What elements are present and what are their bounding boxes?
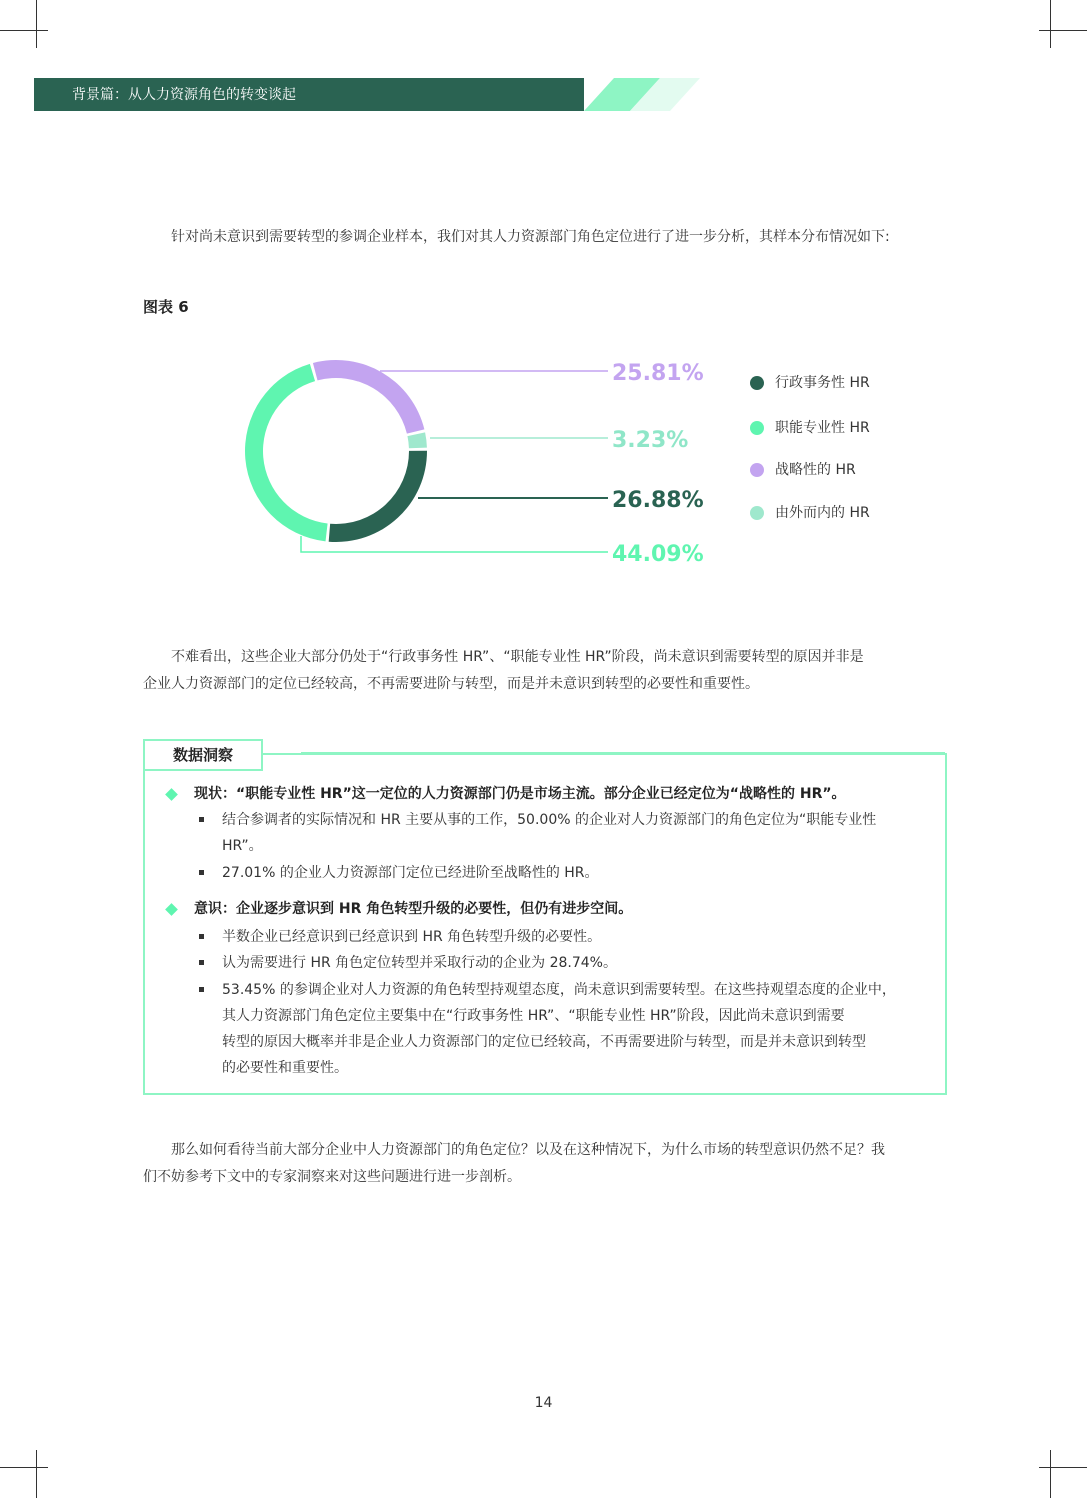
value-label-outside-in-hr: 3.23% <box>612 428 689 453</box>
value-label-strategic-hr: 25.81% <box>612 361 704 386</box>
paragraph-line: 们不妨参考下文中的专家洞察来对这些问题进行进一步剖析。 <box>143 1169 521 1185</box>
legend-label: 行政事务性 HR <box>775 375 870 391</box>
square-bullet-icon <box>199 934 204 939</box>
figure-label: 图表 6 <box>143 298 189 316</box>
legend-label: 由外而内的 HR <box>775 505 870 521</box>
insight-bullet: 半数企业已经意识到已经意识到 HR 角色转型升级的必要性。 <box>222 929 602 945</box>
insight-bullet-continuation: 的必要性和重要性。 <box>222 1060 348 1076</box>
intro-paragraph: 针对尚未意识到需要转型的参调企业样本，我们对其人力资源部门角色定位进行了进一步分析，其样本分布情况如下: <box>171 229 890 245</box>
square-bullet-icon <box>199 960 204 965</box>
paragraph-line: 企业人力资源部门的定位已经较高，不再需要进阶与转型，而是并未意识到转型的必要性和重要性。 <box>143 676 759 692</box>
insight-bullet: 27.01% 的企业人力资源部门定位已经进阶至战略性的 HR。 <box>222 865 599 881</box>
insight-heading-status: 现状：“职能专业性 HR”这一定位的人力资源部门仍是市场主流。部分企业已经定位为“战略性的 HR”。 <box>194 786 846 802</box>
insight-bullet: 结合参调者的实际情况和 HR 主要从事的工作，50.00% 的企业对人力资源部门的角色定位为“职能专业性 <box>222 812 877 828</box>
donut-slice-functional-hr <box>245 364 328 542</box>
crop-mark <box>36 1450 37 1498</box>
insight-bullet-continuation: 转型的原因大概率并非是企业人力资源部门的定位已经较高，不再需要进阶与转型，而是并未意识到转型 <box>222 1034 866 1050</box>
page-number: 14 <box>534 1395 553 1411</box>
crop-mark <box>1039 1467 1087 1468</box>
legend-swatch <box>750 506 764 520</box>
donut-slice-outside-in-hr <box>407 432 426 448</box>
legend-swatch <box>750 421 764 435</box>
donut-slice-admin-hr <box>329 451 427 542</box>
crop-mark <box>0 1467 48 1468</box>
square-bullet-icon <box>199 987 204 992</box>
legend-swatch <box>750 463 764 477</box>
closing-paragraph <box>143 1137 946 1191</box>
data-insight-tab: 数据洞察 <box>143 739 263 771</box>
legend-swatch <box>750 376 764 390</box>
value-label-admin-hr: 26.88% <box>612 488 704 513</box>
insight-heading-awareness: 意识：企业逐步意识到 HR 角色转型升级的必要性，但仍有进步空间。 <box>194 901 633 917</box>
section-header-title: 背景篇：从人力资源角色的转变谈起 <box>72 87 296 103</box>
analysis-paragraph <box>143 644 946 698</box>
insight-bullet-continuation: HR”。 <box>222 838 263 854</box>
legend-label: 职能专业性 HR <box>775 420 870 436</box>
square-bullet-icon <box>199 870 204 875</box>
legend-label: 战略性的 HR <box>775 462 856 478</box>
role-distribution-donut-chart <box>230 330 730 570</box>
paragraph-line: 那么如何看待当前大部分企业中人力资源部门的角色定位？以及在这种情况下，为什么市场的转型意识仍然不足？我 <box>171 1142 885 1158</box>
insight-bullet: 认为需要进行 HR 角色定位转型并采取行动的企业为 28.74%。 <box>222 955 617 971</box>
square-bullet-icon <box>199 817 204 822</box>
value-label-functional-hr: 44.09% <box>612 542 704 567</box>
insight-box-top-line <box>301 752 945 754</box>
insight-bullet: 53.45% 的参调企业对人力资源的角色转型持观望态度，尚未意识到需要转型。在这些持观望态度的企业中， <box>222 982 896 998</box>
crop-mark <box>1050 1450 1051 1498</box>
paragraph-line: 不难看出，这些企业大部分仍处于“行政事务性 HR”、“职能专业性 HR”阶段，尚未意识到需要转型的原因并非是 <box>171 649 864 665</box>
insight-bullet-continuation: 其人力资源部门角色定位主要集中在“行政事务性 HR”、“职能专业性 HR”阶段，因此尚未意识到需要 <box>222 1008 845 1024</box>
